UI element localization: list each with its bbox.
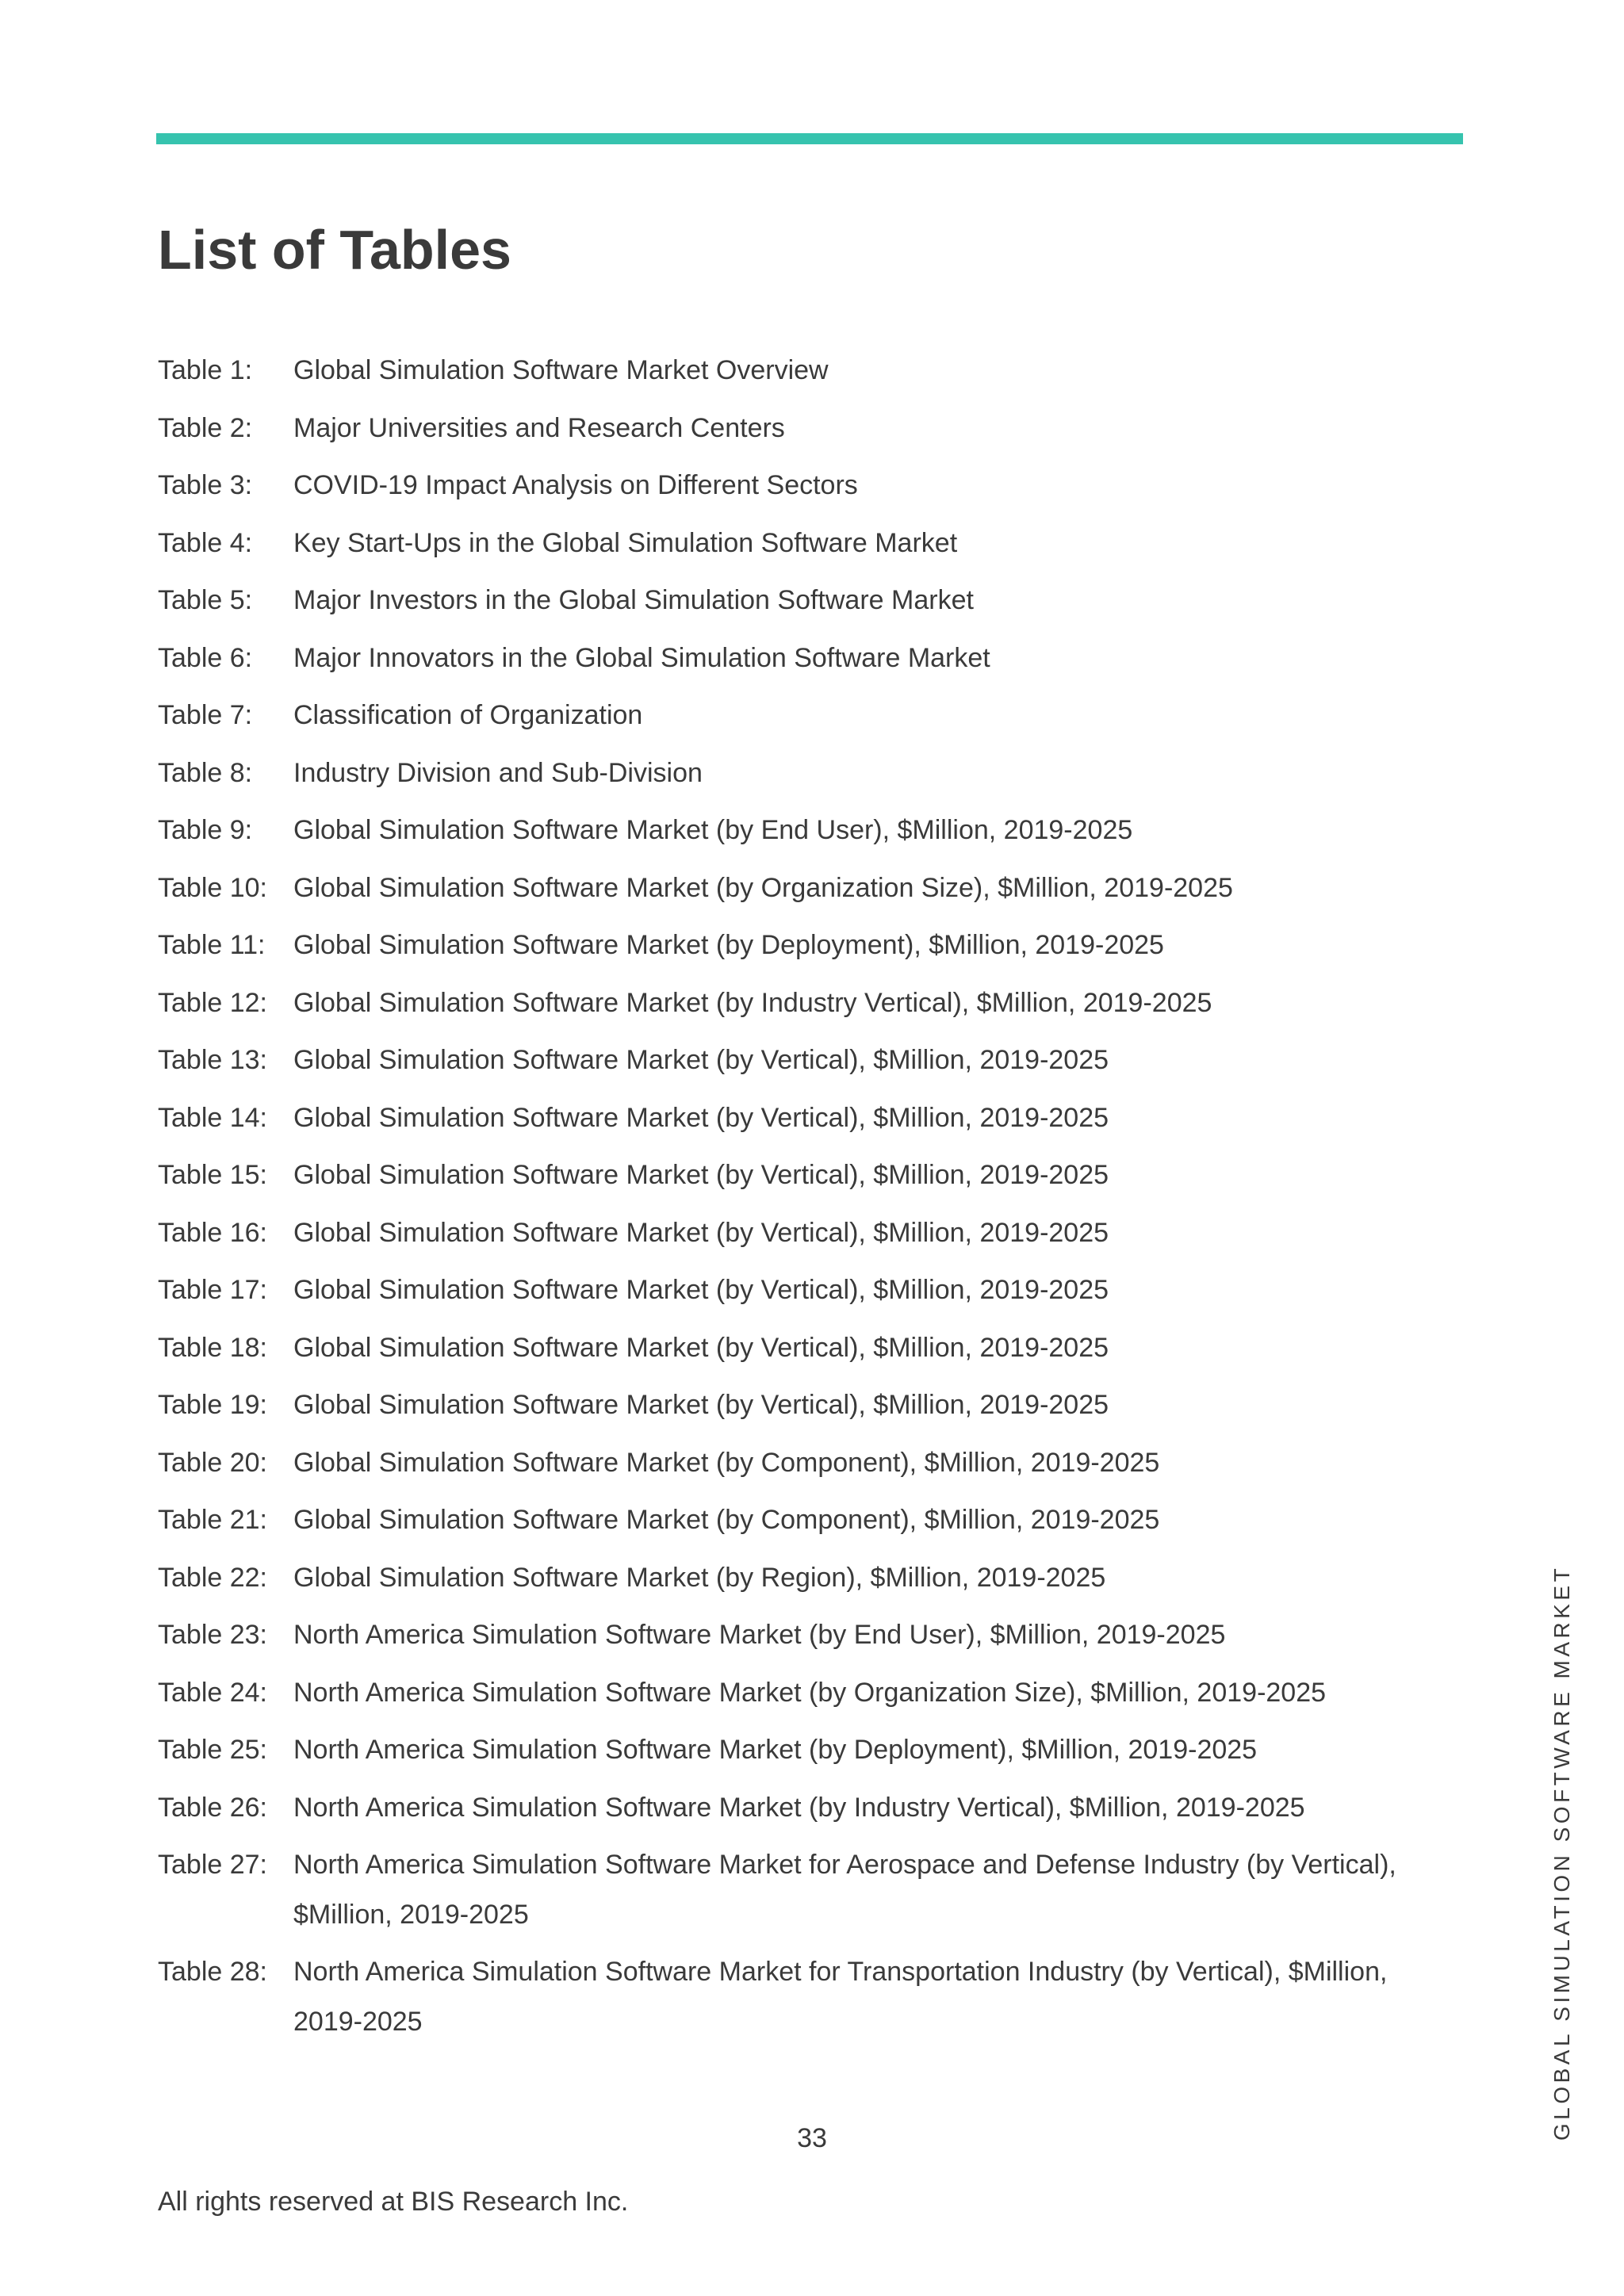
table-number: Table 5:	[158, 585, 253, 615]
toc-entry	[158, 461, 1458, 519]
toc-entry	[158, 1208, 1458, 1266]
table-number: Table 12:	[158, 987, 267, 1018]
table-number: Table 23:	[158, 1620, 267, 1650]
table-title: North America Simulation Software Market (by Organization Size), $Million, 2019-2025	[293, 1677, 1327, 1708]
table-title: Major Innovators in the Global Simulation Software Market	[293, 642, 990, 673]
toc-entry	[158, 1610, 1458, 1668]
toc-entry	[158, 1035, 1458, 1093]
toc-entry	[158, 1093, 1458, 1151]
table-title: Global Simulation Software Market Overview	[293, 355, 829, 385]
table-number: Table 4:	[158, 527, 253, 558]
table-number: Table 24:	[158, 1677, 267, 1708]
table-title: Global Simulation Software Market (by Deployment), $Million, 2019-2025	[293, 930, 1164, 960]
toc-entry	[158, 1150, 1458, 1208]
table-title: Global Simulation Software Market (by Vertical), $Million, 2019-2025	[293, 1160, 1109, 1190]
toc-entry	[158, 1840, 1458, 1947]
toc-entry	[158, 633, 1458, 691]
toc-entry	[158, 1265, 1458, 1323]
table-number: Table 8:	[158, 757, 253, 788]
table-title: Global Simulation Software Market (by Industry Vertical), $Million, 2019-2025	[293, 987, 1212, 1018]
table-number: Table 16:	[158, 1217, 267, 1248]
table-number: Table 27:	[158, 1850, 267, 1880]
table-number: Table 22:	[158, 1562, 267, 1593]
table-title: Global Simulation Software Market (by Vertical), $Million, 2019-2025	[293, 1332, 1109, 1363]
toc-entry	[158, 519, 1458, 576]
table-title: North America Simulation Software Market for Transportation Industry (by Vertical), $Million, 2019-2025	[293, 1957, 1388, 2037]
top-accent-rule	[156, 133, 1463, 144]
toc-entry	[158, 1783, 1458, 1841]
page-title: List of Tables	[158, 219, 511, 281]
table-title: Global Simulation Software Market (by Vertical), $Million, 2019-2025	[293, 1102, 1109, 1133]
side-running-title: GLOBAL SIMULATION SOFTWARE MARKET	[1549, 1564, 1574, 2141]
table-number: Table 2:	[158, 412, 253, 443]
table-number: Table 21:	[158, 1505, 267, 1535]
table-title: Global Simulation Software Market (by Organization Size), $Million, 2019-2025	[293, 872, 1233, 903]
table-title: Major Universities and Research Centers	[293, 412, 785, 443]
table-title: Global Simulation Software Market (by Component), $Million, 2019-2025	[293, 1505, 1160, 1535]
table-number: Table 26:	[158, 1792, 267, 1823]
table-number: Table 18:	[158, 1332, 267, 1363]
table-title: Major Investors in the Global Simulation Software Market	[293, 585, 974, 615]
toc-entry	[158, 863, 1458, 921]
table-title: Global Simulation Software Market (by Component), $Million, 2019-2025	[293, 1447, 1160, 1478]
table-number: Table 13:	[158, 1045, 267, 1075]
table-number: Table 9:	[158, 815, 253, 845]
toc-entry	[158, 978, 1458, 1036]
toc-entry	[158, 1380, 1458, 1438]
table-number: Table 28:	[158, 1957, 267, 1987]
table-title: North America Simulation Software Market (by Industry Vertical), $Million, 2019-2025	[293, 1792, 1305, 1823]
table-title: Global Simulation Software Market (by Vertical), $Million, 2019-2025	[293, 1045, 1109, 1075]
table-title: Global Simulation Software Market (by Vertical), $Million, 2019-2025	[293, 1217, 1109, 1248]
table-title: North America Simulation Software Market for Aerospace and Defense Industry (by Vertical), $Million, 2019-2025	[293, 1850, 1396, 1930]
toc-entry	[158, 346, 1458, 404]
table-title: North America Simulation Software Market (by End User), $Million, 2019-2025	[293, 1620, 1226, 1650]
table-title: Classification of Organization	[293, 700, 643, 730]
toc-entry	[158, 1947, 1458, 2054]
table-number: Table 11:	[158, 930, 266, 960]
toc-entry	[158, 691, 1458, 748]
table-number: Table 3:	[158, 470, 253, 500]
page-number: 33	[797, 2123, 827, 2153]
list-of-tables	[158, 346, 1458, 2054]
table-number: Table 1:	[158, 355, 253, 385]
toc-entry	[158, 1553, 1458, 1611]
table-number: Table 25:	[158, 1735, 267, 1765]
toc-entry	[158, 748, 1458, 806]
table-title: North America Simulation Software Market (by Deployment), $Million, 2019-2025	[293, 1735, 1258, 1765]
toc-entry	[158, 806, 1458, 863]
toc-entry	[158, 1323, 1458, 1381]
toc-entry	[158, 1668, 1458, 1726]
table-title: Industry Division and Sub-Division	[293, 757, 703, 788]
table-number: Table 15:	[158, 1160, 267, 1190]
table-title: Global Simulation Software Market (by Region), $Million, 2019-2025	[293, 1562, 1106, 1593]
toc-entry	[158, 1725, 1458, 1783]
table-title: Key Start-Ups in the Global Simulation Software Market	[293, 527, 958, 558]
toc-entry	[158, 1495, 1458, 1553]
table-number: Table 10:	[158, 872, 267, 903]
table-number: Table 20:	[158, 1447, 267, 1478]
table-number: Table 14:	[158, 1102, 267, 1133]
footer-copyright: All rights reserved at BIS Research Inc.	[158, 2187, 629, 2217]
toc-entry	[158, 404, 1458, 461]
toc-entry	[158, 576, 1458, 633]
toc-entry	[158, 920, 1458, 978]
table-number: Table 6:	[158, 642, 253, 673]
table-title: Global Simulation Software Market (by Vertical), $Million, 2019-2025	[293, 1275, 1109, 1305]
table-number: Table 7:	[158, 700, 253, 730]
table-number: Table 19:	[158, 1390, 267, 1420]
table-title: Global Simulation Software Market (by End User), $Million, 2019-2025	[293, 815, 1133, 845]
toc-entry	[158, 1438, 1458, 1496]
table-number: Table 17:	[158, 1275, 267, 1305]
table-title: COVID-19 Impact Analysis on Different Sectors	[293, 470, 858, 500]
table-title: Global Simulation Software Market (by Vertical), $Million, 2019-2025	[293, 1390, 1109, 1420]
